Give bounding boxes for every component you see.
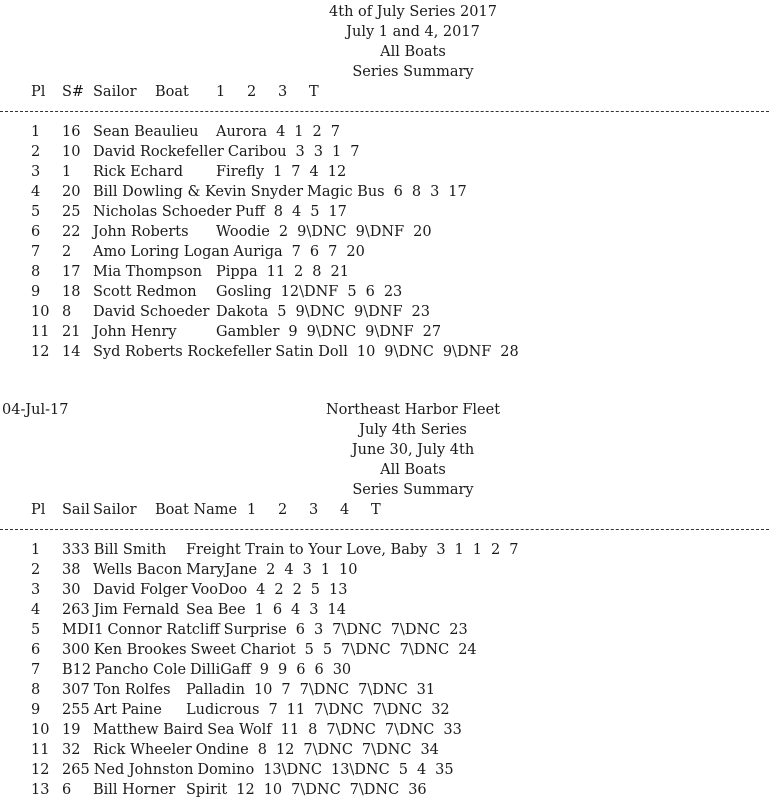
table-cell: 33 [443, 722, 462, 738]
table-cell: 9\DNF [354, 304, 403, 320]
table-cell: 263 [62, 602, 90, 618]
table-cell: 3 [436, 542, 446, 558]
col-header-sailor: Sailor [93, 84, 137, 100]
table-cell: Pancho Cole [95, 662, 187, 678]
table-cell: Surprise [223, 622, 287, 638]
table-cell: David Schoeder [93, 304, 210, 320]
table-cell: Satin Doll [275, 344, 348, 360]
table-cell: 5 [347, 284, 357, 300]
table-row [0, 242, 769, 262]
table-cell: 2 [278, 224, 289, 240]
series2-header-row [0, 500, 769, 520]
table-cell: Sweet Chariot [190, 642, 296, 658]
table-row [0, 720, 769, 740]
col-header-place: Pl [31, 502, 46, 518]
table-cell: 2 [312, 124, 322, 140]
table-cell: 7\DNC [361, 742, 412, 758]
table-row [0, 560, 769, 580]
table-cell: Matthew Baird [93, 722, 204, 738]
col-header-race-1: 1 [247, 502, 257, 518]
table-cell: 31 [416, 682, 436, 698]
col-header-race-4: 4 [340, 502, 350, 518]
table-cell: David Rockefeller [93, 144, 224, 160]
table-cell: Wells Bacon [93, 562, 183, 578]
col-header-sail: S# [62, 84, 85, 100]
table-cell: Magic Bus [307, 184, 385, 200]
table-cell: 4 [276, 124, 286, 140]
table-cell: 7\DNC [358, 682, 408, 698]
table-cell: 7\DNC [399, 642, 450, 658]
series1-class: All Boats [380, 44, 446, 60]
table-cell: Caribou [227, 144, 287, 160]
table-cell: Rick Wheeler [93, 742, 192, 758]
table-cell: Gambler [216, 324, 280, 340]
table-cell: 18 [62, 284, 81, 300]
table-row [0, 142, 769, 162]
table-cell: 7\DNC [341, 642, 391, 658]
table-cell: 19 [62, 722, 81, 738]
table-cell: Spirit [186, 782, 228, 798]
table-cell: 1 [320, 562, 331, 578]
table-cell: 307 [62, 682, 90, 698]
table-cell: 3 [309, 602, 319, 618]
table-cell: 9 [259, 662, 269, 678]
table-cell: 6 [314, 662, 324, 678]
table-cell: 6 [31, 642, 41, 658]
table-cell: 32 [62, 742, 81, 758]
table-cell: 16 [62, 124, 81, 140]
table-cell: Sea Wolf [207, 722, 272, 738]
series1-subtitle: Series Summary [352, 64, 474, 80]
table-cell: 20 [413, 224, 432, 240]
table-cell: 4 [416, 762, 427, 778]
table-cell: 8 [273, 204, 283, 220]
table-cell: 4 [291, 602, 301, 618]
table-cell: 7 [509, 542, 519, 558]
table-row [0, 580, 769, 600]
table-cell: 11 [31, 324, 50, 340]
table-cell: 5 [322, 642, 333, 658]
table-cell: 35 [435, 762, 454, 778]
series2-date: 04-Jul-17 [2, 402, 69, 418]
table-cell: 7\DNC [314, 702, 364, 718]
table-row [0, 182, 769, 202]
table-cell: 11 [280, 722, 300, 738]
table-cell: 12 [236, 782, 255, 798]
table-cell: 3 [430, 184, 440, 200]
col-header-total: T [309, 84, 319, 100]
col-header-race-2: 2 [247, 84, 257, 100]
table-cell: 10 [31, 722, 50, 738]
table-cell: 10 [31, 304, 50, 320]
table-cell: B12 [62, 662, 92, 678]
table-cell: 5 [31, 204, 41, 220]
table-cell: 7\DNC [332, 622, 382, 638]
table-cell: 5 [310, 204, 320, 220]
table-cell: 10 [263, 782, 283, 798]
table-cell: 5 [310, 582, 321, 598]
table-cell: 3 [31, 164, 41, 180]
table-row [0, 760, 769, 780]
table-cell: Sean Beaulieu [93, 124, 199, 140]
col-header-boat-name: Boat Name [155, 502, 238, 518]
table-cell: 8 [62, 304, 72, 320]
table-cell: 6 [365, 284, 375, 300]
col-header-sailor: Sailor [93, 502, 137, 518]
table-row [0, 620, 769, 640]
series2-fleet: Northeast Harbor Fleet [325, 402, 501, 418]
table-cell: 5 [398, 762, 408, 778]
table-row [0, 162, 769, 182]
table-cell: 9 [31, 702, 41, 718]
table-cell: 8 [31, 264, 41, 280]
table-cell: 32 [431, 702, 450, 718]
table-cell: 8 [308, 722, 318, 738]
table-cell: 6 [31, 224, 41, 240]
col-header-place: Pl [31, 84, 46, 100]
col-header-race-2: 2 [278, 502, 288, 518]
table-cell: 300 [62, 642, 90, 658]
table-cell: Domino [197, 762, 255, 778]
table-cell: 11 [286, 702, 306, 718]
table-cell: Ned Johnston [93, 762, 194, 778]
table-cell: 9\DNC [306, 324, 357, 340]
col-header-race-1: 1 [216, 84, 226, 100]
table-row [0, 700, 769, 720]
table-row [0, 660, 769, 680]
table-cell: 5 [31, 622, 41, 638]
table-cell: 8 [411, 184, 422, 200]
series2-subtitle: Series Summary [352, 482, 474, 498]
table-cell: 9\DNC [297, 224, 347, 240]
table-cell: 4 [291, 204, 302, 220]
table-cell: 14 [62, 344, 81, 360]
series1-divider [0, 111, 769, 112]
table-row [0, 202, 769, 222]
table-cell: 7\DNC [291, 782, 341, 798]
table-cell: 21 [62, 324, 81, 340]
table-cell: 17 [62, 264, 81, 280]
table-cell: 2 [266, 562, 276, 578]
table-cell: 28 [500, 344, 519, 360]
table-cell: 2 [491, 542, 501, 558]
table-cell: 23 [383, 284, 403, 300]
table-cell: 12\DNF [280, 284, 339, 300]
table-cell: 27 [422, 324, 442, 340]
table-row [0, 222, 769, 242]
table-cell: 7\DNC [303, 742, 353, 758]
table-cell: Art Paine [93, 702, 162, 718]
table-cell: 7 [291, 244, 301, 260]
table-cell: 1 [31, 542, 41, 558]
series2-title: July 4th Series [359, 422, 467, 438]
table-cell: Amo Loring Logan [93, 244, 230, 260]
table-cell: 4 [31, 602, 41, 618]
table-cell: Bill Dowling & Kevin Snyder [93, 184, 304, 200]
table-cell: David Folger [93, 582, 188, 598]
table-cell: 13\DNC [263, 762, 322, 778]
table-cell: 2 [292, 582, 302, 598]
table-cell: 14 [327, 602, 346, 618]
table-cell: 23 [411, 304, 430, 320]
table-cell: 24 [458, 642, 477, 658]
table-cell: 25 [62, 204, 81, 220]
table-cell: 9 [278, 662, 288, 678]
table-cell: 1 [31, 124, 41, 140]
table-cell: 10 [253, 682, 273, 698]
table-cell: 3 [313, 144, 324, 160]
table-cell: Dakota [216, 304, 269, 320]
table-cell: 8 [257, 742, 267, 758]
table-cell: Jim Fernald [93, 602, 180, 618]
table-cell: 17 [448, 184, 467, 200]
series1-dates: July 1 and 4, 2017 [346, 24, 480, 40]
table-cell: 3 [31, 582, 41, 598]
col-header-race-3: 3 [278, 84, 288, 100]
table-cell: Firefly [216, 164, 265, 180]
table-cell: 9 [31, 284, 41, 300]
table-cell: Rick Echard [93, 164, 183, 180]
table-cell: 22 [62, 224, 81, 240]
series2-class: All Boats [380, 462, 446, 478]
table-cell: 6 [393, 184, 403, 200]
table-cell: 20 [346, 244, 365, 260]
table-cell: 13 [31, 782, 50, 798]
table-cell: 6 [272, 602, 283, 618]
table-cell: 9\DNF [355, 224, 405, 240]
table-cell: 12 [327, 164, 347, 180]
table-cell: 7\DNC [384, 722, 435, 738]
table-cell: 255 [62, 702, 90, 718]
series2-dates: June 30, July 4th [351, 442, 475, 458]
table-cell: 20 [62, 184, 81, 200]
table-cell: John Roberts [93, 224, 189, 240]
table-row [0, 740, 769, 760]
table-cell: 9\DNF [365, 324, 414, 340]
table-cell: 7\DNC [349, 782, 400, 798]
table-row [0, 302, 769, 322]
table-cell: 7 [31, 662, 41, 678]
table-cell: 12 [275, 742, 295, 758]
table-cell: 8 [312, 264, 322, 280]
table-cell: 1 [332, 144, 342, 160]
table-row [0, 780, 769, 800]
table-cell: Mia Thompson [93, 264, 203, 280]
table-cell: 6 [295, 622, 305, 638]
table-cell: 7\DNC [326, 722, 376, 738]
table-cell: 6 [309, 244, 320, 260]
table-cell: 30 [62, 582, 81, 598]
table-cell: 1 [254, 602, 264, 618]
table-cell: 13 [329, 582, 348, 598]
table-cell: MaryJane [186, 562, 258, 578]
table-cell: Gosling [216, 284, 272, 300]
table-cell: 2 [294, 264, 304, 280]
table-cell: Aurora [216, 124, 268, 140]
table-cell: 7\DNC [299, 682, 350, 698]
table-row [0, 540, 769, 560]
table-cell: 10 [62, 144, 81, 160]
table-cell: Pippa [216, 264, 258, 280]
table-cell: 11 [266, 264, 286, 280]
series1-title: 4th of July Series 2017 [329, 4, 497, 20]
table-cell: Bill Smith [93, 542, 167, 558]
table-cell: 4 [256, 582, 266, 598]
table-row [0, 600, 769, 620]
table-row [0, 680, 769, 700]
series1-header-row [0, 82, 769, 102]
table-cell: 10 [356, 344, 376, 360]
table-cell: 1 [294, 124, 304, 140]
table-cell: Ton Rolfes [93, 682, 171, 698]
table-cell: 9 [288, 324, 298, 340]
table-cell: 21 [330, 264, 349, 280]
table-cell: 6 [296, 662, 306, 678]
col-header-race-3: 3 [309, 502, 319, 518]
table-cell: Woodie [216, 224, 270, 240]
table-cell: 1 [273, 164, 283, 180]
table-cell: 3 [302, 562, 312, 578]
table-cell: 7 [268, 702, 278, 718]
table-cell: 11 [31, 742, 50, 758]
table-cell: Bill Horner [93, 782, 176, 798]
table-cell: 9\DNC [295, 304, 346, 320]
table-cell: 12 [31, 762, 50, 778]
table-cell: 4 [284, 562, 294, 578]
table-cell: 5 [304, 642, 314, 658]
col-header-sail: Sail [62, 502, 90, 518]
table-cell: 9\DNC [384, 344, 434, 360]
table-cell: Nicholas Schoeder [93, 204, 232, 220]
table-cell: 34 [420, 742, 439, 758]
table-cell: 2 [31, 144, 41, 160]
table-row [0, 262, 769, 282]
table-cell: 3 [295, 144, 305, 160]
table-cell: Auriga [233, 244, 283, 260]
table-cell: 7 [330, 124, 340, 140]
table-cell: 1 [454, 542, 464, 558]
table-cell: 17 [328, 204, 347, 220]
table-row [0, 640, 769, 660]
table-cell: Freight Train to Your Love, Baby [186, 542, 428, 558]
table-cell: 7 [350, 144, 360, 160]
table-cell: 2 [62, 244, 72, 260]
table-cell: 7 [328, 244, 338, 260]
table-cell: 1 [472, 542, 482, 558]
table-cell: 8 [31, 682, 41, 698]
table-row [0, 282, 769, 302]
table-row [0, 322, 769, 342]
table-cell: 10 [339, 562, 358, 578]
table-cell: Scott Redmon [93, 284, 197, 300]
table-cell: 7 [291, 164, 301, 180]
table-row [0, 122, 769, 142]
table-cell: Sea Bee [186, 602, 246, 618]
table-cell: 2 [274, 582, 284, 598]
table-cell: 30 [332, 662, 352, 678]
table-cell: 2 [31, 562, 41, 578]
table-cell: John Henry [93, 324, 177, 340]
table-cell: 23 [449, 622, 468, 638]
table-cell: 7\DNC [372, 702, 423, 718]
table-cell: 6 [62, 782, 72, 798]
table-cell: 333 [62, 542, 90, 558]
table-cell: 9\DNF [442, 344, 492, 360]
table-row [0, 342, 769, 362]
table-cell: Ken Brookes [93, 642, 187, 658]
table-cell: Palladin [186, 682, 245, 698]
table-cell: 3 [313, 622, 324, 638]
table-cell: 7 [31, 244, 41, 260]
table-cell: Puff [235, 204, 265, 220]
table-cell: 4 [31, 184, 41, 200]
col-header-boat: Boat [155, 84, 189, 100]
table-cell: Ondine [195, 742, 249, 758]
table-cell: 12 [31, 344, 50, 360]
table-cell: 1 [62, 164, 72, 180]
col-header-total: T [371, 502, 381, 518]
table-cell: Connor Ratcliff [107, 622, 220, 638]
table-cell: 5 [277, 304, 287, 320]
series2-divider [0, 529, 769, 530]
table-cell: DilliGaff [190, 662, 251, 678]
table-cell: VooDoo [191, 582, 248, 598]
table-cell: Ludicrous [186, 702, 260, 718]
table-cell: 38 [62, 562, 81, 578]
table-cell: 7 [281, 682, 291, 698]
table-cell: MDI1 [62, 622, 104, 638]
table-cell: 7\DNC [390, 622, 441, 638]
table-cell: 13\DNC [330, 762, 390, 778]
table-cell: Syd Roberts Rockefeller [93, 344, 272, 360]
table-cell: 265 [62, 762, 90, 778]
table-cell: 4 [309, 164, 319, 180]
table-cell: 36 [408, 782, 427, 798]
